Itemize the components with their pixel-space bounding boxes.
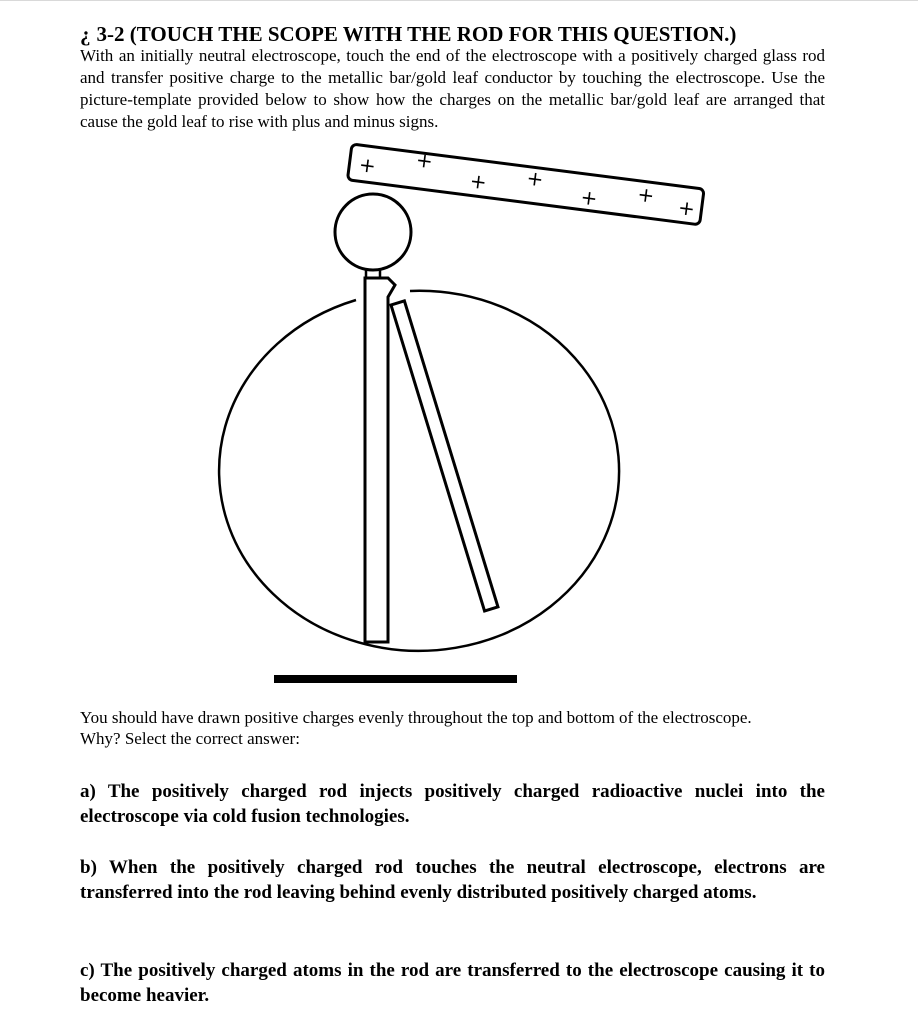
answer-option-c[interactable]: c) The positively charged atoms in the rod are transferred to the electroscope causing it to become heavier. [80, 960, 825, 1006]
answer-option-a[interactable]: a) The positively charged rod injects positively charged radioactive nuclei into the electroscope via cold fusion technologies. [80, 781, 825, 827]
rod-charge-sign: + [357, 152, 378, 179]
answer-option-b[interactable]: b) When the positively charged rod touches the neutral electroscope, electrons are transferred into the rod leaving behind evenly distributed positively charged atoms. [80, 857, 825, 903]
question-title: 3-2 (TOUCH THE SCOPE WITH THE ROD FOR THIS QUESTION.) [96, 22, 737, 46]
electroscope-diagram [180, 140, 740, 690]
electroscope-knob [335, 194, 411, 270]
rod-charge-sign: + [676, 195, 697, 221]
page-top-border [0, 0, 918, 1]
rod-charge-sign: + [468, 168, 489, 195]
rod-charge-sign: + [525, 165, 545, 192]
rod-charge-sign: + [414, 147, 435, 174]
question-marker: ¿ [80, 22, 91, 46]
electroscope-figure [180, 140, 740, 690]
explanation-text: You should have drawn positive charges evenly throughout the top and bottom of the electroscope. Why? Select the correct answer: [80, 708, 752, 748]
metallic-bar [365, 278, 395, 642]
question-instructions: With an initially neutral electroscope, touch the end of the electroscope with a positively charged glass rod and transfer positive charge to the metallic bar/gold leaf conductor by touching the electroscope. Use the picture-template provided below to show how the charges on the metallic bar/gold leaf are arranged that cause the gold leaf to rise with plus and minus signs. [80, 46, 825, 131]
electroscope-base [274, 675, 517, 683]
rod-charge-sign: + [579, 184, 599, 211]
rod-charge-sign: + [636, 181, 656, 208]
question-heading [80, 22, 840, 46]
gold-leaf [391, 301, 498, 611]
